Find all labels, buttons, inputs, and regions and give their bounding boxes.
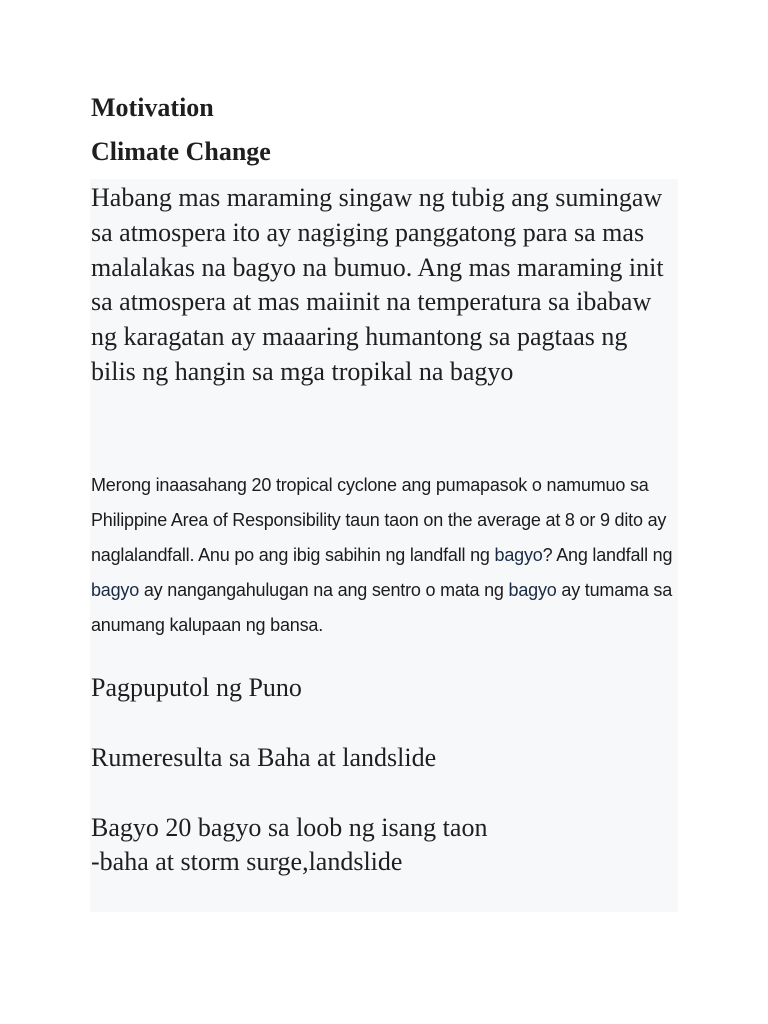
heading-climate-change: Climate Change xyxy=(91,137,271,166)
paragraph-text: Merong inaasahang 20 tropical cyclone ang pumapasok o namumuo sa Philippine Area of Responsibility taun taon on the average at 8 or 9 dito ay naglalandfall. Anu po ang ibig sabihin ng landfall ng xyxy=(91,475,667,565)
paragraph-text: ay tumama sa anumang kalupaan ng bansa. xyxy=(91,580,673,635)
paragraph-text: ? Ang landfall ng xyxy=(542,545,673,565)
line-baha-landslide: Rumeresulta sa Baha at landslide xyxy=(91,743,437,772)
paragraph-climate-effects: Habang mas maraming singaw ng tubig ang sumingaw sa atmospera ito ay nagiging panggatong para sa mas malalakas na bagyo na bumuo. Ang mas maraming init sa atmospera at mas maiinit na temperatura sa ibabaw ng karagatan ay maaaring humantong sa pagtaas ng bilis ng hangin sa mga tropikal na bagyo xyxy=(91,183,664,386)
keyword-bagyo: bagyo xyxy=(508,580,557,600)
line-storm-surge: -baha at storm surge,landslide xyxy=(91,847,403,876)
paragraph-text: ay nangangahulugan na ang sentro o mata ng xyxy=(139,580,509,600)
keyword-bagyo: bagyo xyxy=(494,545,543,565)
paragraph-tropical-cyclone xyxy=(91,468,681,643)
line-pagpuputol-ng-puno: Pagpuputol ng Puno xyxy=(91,673,302,702)
line-bagyo-count: Bagyo 20 bagyo sa loob ng isang taon xyxy=(91,813,488,842)
keyword-bagyo: bagyo xyxy=(91,580,140,600)
heading-motivation: Motivation xyxy=(91,93,214,122)
